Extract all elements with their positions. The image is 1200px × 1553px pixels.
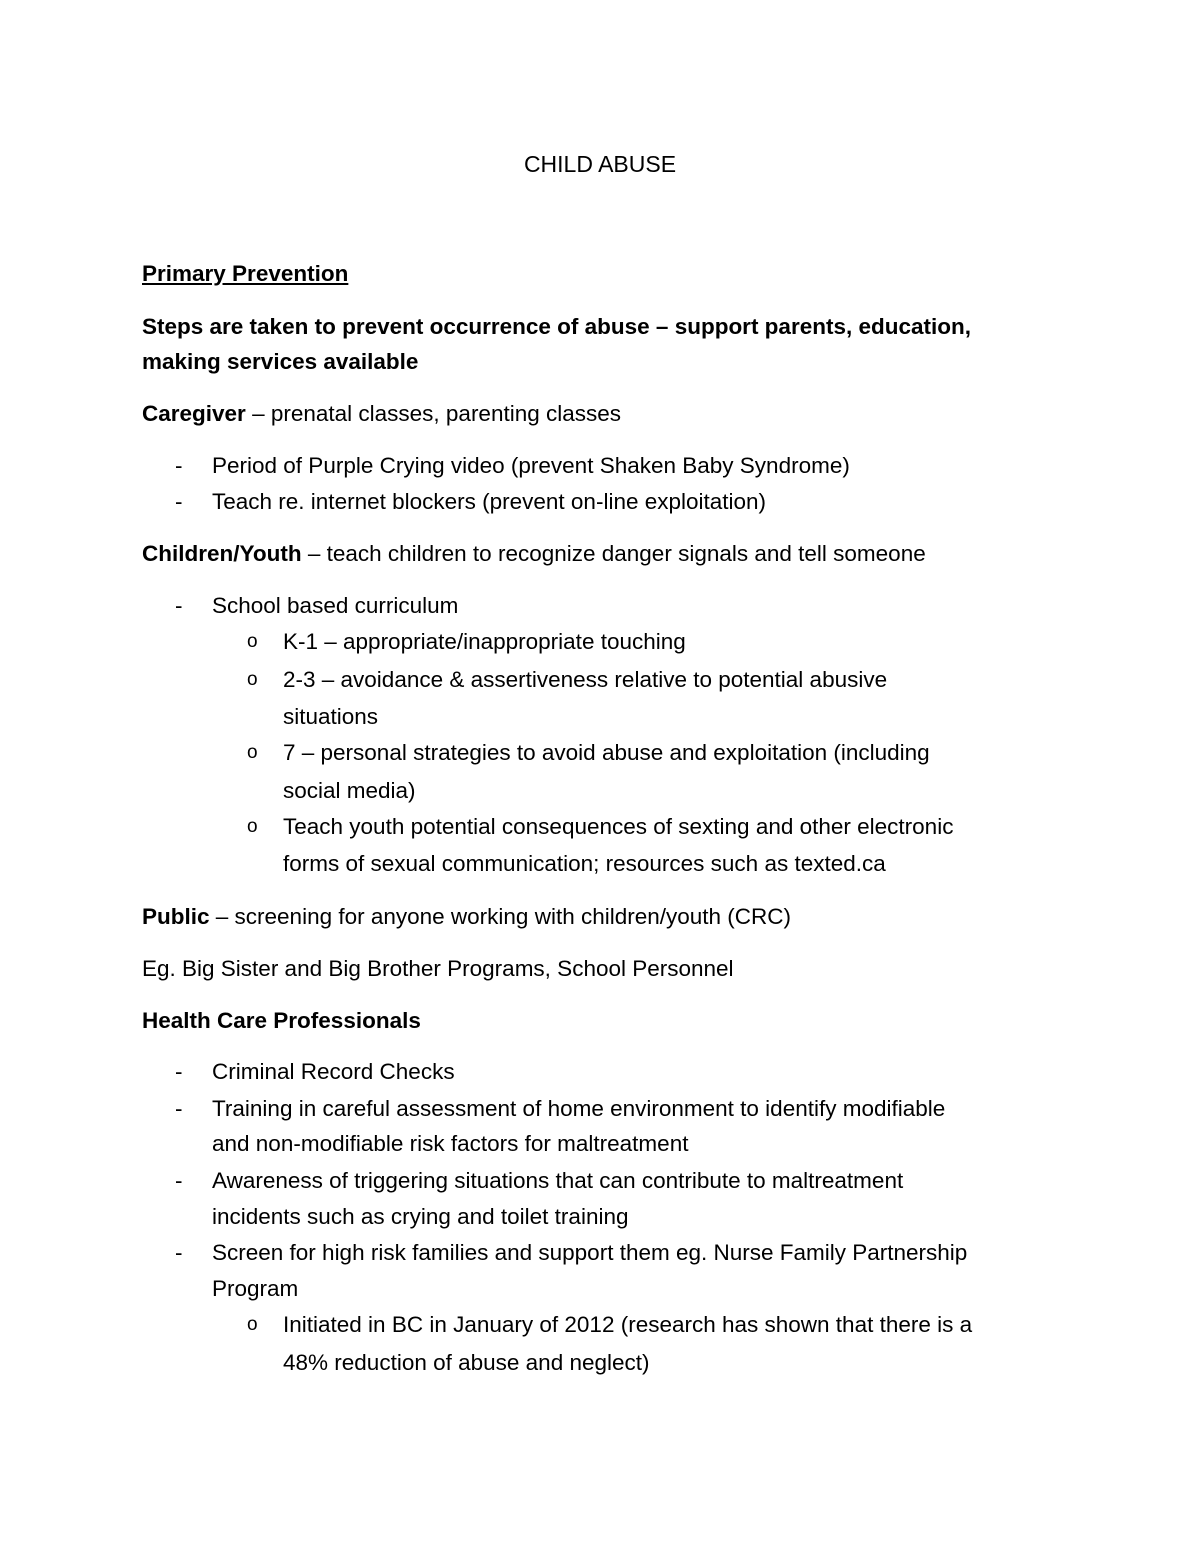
caregiver-text: – prenatal classes, parenting classes: [245, 401, 622, 426]
hcp-item-1: Criminal Record Checks: [212, 1059, 455, 1084]
public-text: – screening for anyone working with children/youth (CRC): [209, 904, 792, 929]
circle-bullet: o: [247, 816, 258, 837]
intro-line-2: making services available: [142, 349, 419, 374]
school-curriculum-item: School based curriculum: [212, 593, 459, 618]
curriculum-sub-sexting-line-1: Teach youth potential consequences of sexting and other electronic: [283, 814, 954, 839]
curriculum-sub-7-line-1: 7 – personal strategies to avoid abuse and exploitation (including: [283, 740, 930, 765]
children-youth-line: [142, 540, 926, 568]
public-label: Public: [142, 904, 210, 929]
curriculum-sub-23-line-1: 2-3 – avoidance & assertiveness relative to potential abusive: [283, 667, 888, 692]
curriculum-sub-7-line-2: social media): [283, 778, 416, 803]
hcp-item-4-line-1: Screen for high risk families and support them eg. Nurse Family Partnership: [212, 1240, 968, 1265]
hcp-sub-line-2: 48% reduction of abuse and neglect): [283, 1350, 650, 1375]
hcp-item-4-line-2: Program: [212, 1276, 299, 1301]
circle-bullet: o: [247, 631, 258, 652]
circle-bullet: o: [247, 742, 258, 763]
circle-bullet: o: [247, 1314, 258, 1335]
hcp-item-2-line-2: and non-modifiable risk factors for maltreatment: [212, 1131, 689, 1156]
curriculum-sub-sexting-line-2: forms of sexual communication; resources such as texted.ca: [283, 851, 886, 876]
dash-bullet: -: [175, 1168, 183, 1193]
section-heading-health-care-professionals: Health Care Professionals: [142, 1008, 421, 1033]
section-heading-primary-prevention: Primary Prevention: [142, 261, 349, 286]
intro-line-1: Steps are taken to prevent occurrence of abuse – support parents, education,: [142, 314, 971, 339]
hcp-sub-line-1: Initiated in BC in January of 2012 (research has shown that there is a: [283, 1312, 973, 1337]
hcp-item-3-line-1: Awareness of triggering situations that can contribute to maltreatment: [212, 1168, 904, 1193]
document-title: CHILD ABUSE: [523, 151, 677, 177]
dash-bullet: -: [175, 1240, 183, 1265]
curriculum-sub-23-line-2: situations: [283, 704, 379, 729]
public-example-line: Eg. Big Sister and Big Brother Programs, School Personnel: [142, 956, 734, 981]
hcp-item-2-line-1: Training in careful assessment of home environment to identify modifiable: [212, 1096, 946, 1121]
caregiver-item-1: Period of Purple Crying video (prevent Shaken Baby Syndrome): [212, 453, 850, 478]
dash-bullet: -: [175, 593, 183, 618]
hcp-item-3-line-2: incidents such as crying and toilet training: [212, 1204, 629, 1229]
curriculum-sub-k1: K-1 – appropriate/inappropriate touching: [283, 629, 686, 654]
dash-bullet: -: [175, 1096, 183, 1121]
dash-bullet: -: [175, 1059, 183, 1084]
children-youth-text: – teach children to recognize danger signals and tell someone: [301, 541, 926, 566]
circle-bullet: o: [247, 669, 258, 690]
caregiver-label: Caregiver: [142, 401, 246, 426]
public-line: [142, 903, 791, 931]
children-youth-label: Children/Youth: [142, 541, 302, 566]
caregiver-item-2: Teach re. internet blockers (prevent on-line exploitation): [212, 489, 767, 514]
dash-bullet: -: [175, 489, 183, 514]
caregiver-line: [142, 400, 621, 428]
dash-bullet: -: [175, 453, 183, 478]
